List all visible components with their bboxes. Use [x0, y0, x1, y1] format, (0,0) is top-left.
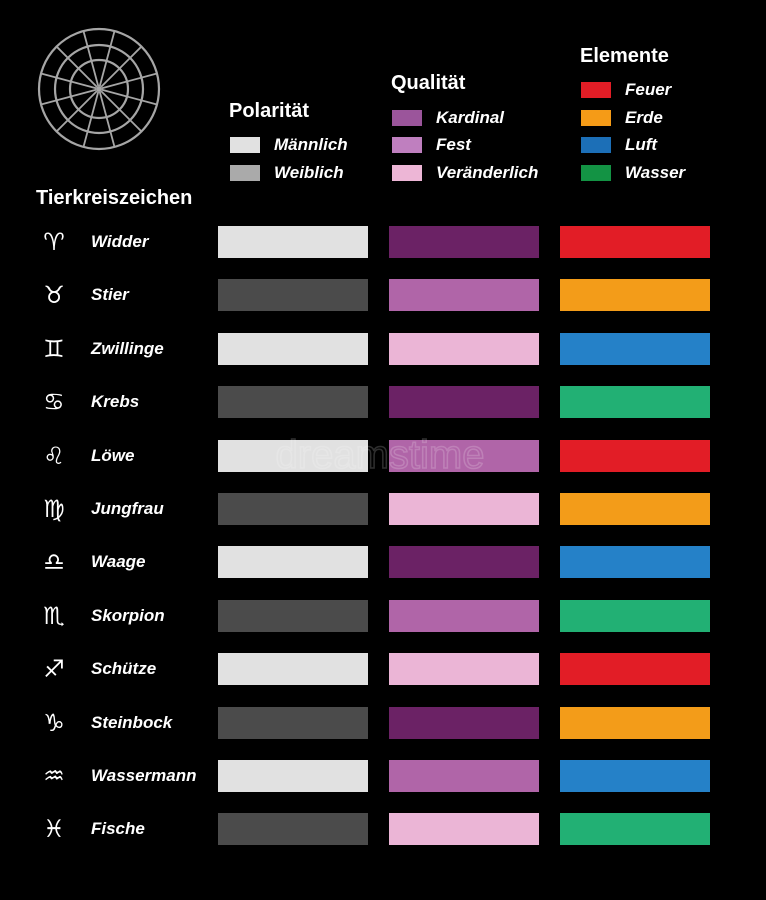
element-bar [560, 279, 710, 311]
polaritaet-bar [218, 653, 368, 685]
virgo-icon: ♍ [43, 495, 65, 523]
qualitaet-heading: Qualität [391, 72, 466, 94]
legend-label: Feuer [625, 80, 672, 99]
qualitaet-bar [389, 600, 539, 632]
sign-row-5 [0, 440, 766, 472]
leo-icon: ♌ [43, 441, 65, 470]
legend-swatch [581, 110, 611, 126]
legend-swatch [581, 165, 611, 181]
gemini-icon: ♊ [43, 334, 65, 363]
polaritaet-bar [218, 386, 368, 418]
legend-swatch [392, 110, 422, 126]
legend-item-feuer [581, 80, 671, 100]
element-bar [560, 546, 710, 578]
legend-item-kardinal [392, 108, 504, 128]
qualitaet-bar [389, 226, 539, 258]
qualitaet-bar [389, 440, 539, 472]
legend-label: Fest [436, 135, 471, 154]
legend-item-luft [581, 135, 657, 155]
sign-row-3 [0, 333, 766, 365]
sign-row-11 [0, 760, 766, 792]
polaritaet-bar [218, 279, 368, 311]
legend-swatch [230, 137, 260, 153]
zodiac-wheel-icon [36, 26, 162, 152]
sign-name: Waage [91, 552, 146, 572]
qualitaet-bar [389, 653, 539, 685]
elemente-heading: Elemente [580, 45, 669, 67]
taurus-icon: ♉ [43, 281, 65, 310]
sign-name: Stier [91, 285, 129, 305]
legend-swatch [392, 165, 422, 181]
legend-label: Wasser [625, 163, 686, 182]
qualitaet-bar [389, 279, 539, 311]
sign-name: Fische [91, 819, 145, 839]
legend-swatch [230, 165, 260, 181]
pisces-icon: ♓ [43, 815, 65, 844]
sign-name: Krebs [91, 392, 140, 412]
qualitaet-bar [389, 333, 539, 365]
sign-row-7 [0, 546, 766, 578]
cancer-icon: ♋ [43, 388, 65, 417]
qualitaet-bar [389, 760, 539, 792]
sign-row-9 [0, 653, 766, 685]
polaritaet-bar [218, 813, 368, 845]
polaritaet-bar [218, 226, 368, 258]
sign-row-6 [0, 493, 766, 525]
element-bar [560, 440, 710, 472]
element-bar [560, 386, 710, 418]
sign-row-2 [0, 279, 766, 311]
sign-name: Steinbock [91, 712, 173, 732]
watermark-text: dreamstime [275, 433, 485, 477]
sign-row-12 [0, 813, 766, 845]
element-bar [560, 707, 710, 739]
legend-label: Luft [625, 135, 658, 154]
scorpio-icon: ♏ [43, 601, 65, 630]
sign-row-8 [0, 600, 766, 632]
qualitaet-bar [389, 707, 539, 739]
qualitaet-bar [389, 493, 539, 525]
capricorn-icon: ♑ [43, 708, 65, 737]
sign-name: Widder [91, 232, 149, 251]
polaritaet-bar [218, 760, 368, 792]
polaritaet-bar [218, 546, 368, 578]
sign-name: Zwillinge [91, 338, 164, 358]
legend-label: Erde [625, 108, 663, 127]
legend-swatch [392, 137, 422, 153]
legend-item-weiblich [230, 163, 344, 183]
legend-swatch [581, 82, 611, 98]
sign-row-1 [0, 226, 766, 258]
legend-item-veraenderlich [392, 163, 538, 183]
legend-item-fest [392, 135, 471, 155]
aries-icon: ♈ [43, 228, 65, 256]
legend-item-wasser [581, 163, 685, 183]
element-bar [560, 226, 710, 258]
sign-row-10 [0, 707, 766, 739]
qualitaet-bar [389, 546, 539, 578]
sagittarius-icon: ♐ [43, 655, 65, 684]
aquarius-icon: ♒ [43, 762, 65, 790]
polaritaet-bar [218, 493, 368, 525]
qualitaet-bar [389, 386, 539, 418]
polaritaet-bar [218, 600, 368, 632]
qualitaet-bar [389, 813, 539, 845]
polaritaet-bar [218, 440, 368, 472]
tierkreiszeichen-heading: Tierkreiszeichen [36, 187, 193, 209]
element-bar [560, 600, 710, 632]
sign-name: Wassermann [91, 766, 197, 785]
element-bar [560, 493, 710, 525]
legend-item-maennlich [230, 135, 348, 155]
sign-name: Löwe [91, 445, 135, 465]
legend-item-erde [581, 108, 663, 128]
legend-label: Kardinal [436, 108, 505, 127]
polaritaet-bar [218, 707, 368, 739]
sign-name: Skorpion [91, 605, 165, 625]
legend-label: Weiblich [274, 163, 344, 182]
legend-swatch [581, 137, 611, 153]
sign-name: Jungfrau [91, 499, 164, 518]
sign-row-4 [0, 386, 766, 418]
libra-icon: ♎ [43, 548, 65, 577]
element-bar [560, 760, 710, 792]
element-bar [560, 333, 710, 365]
element-bar [560, 813, 710, 845]
legend-label: Veränderlich [436, 163, 539, 182]
polaritaet-heading: Polarität [229, 100, 310, 122]
legend-label: Männlich [274, 135, 348, 154]
polaritaet-bar [218, 333, 368, 365]
sign-name: Schütze [91, 659, 157, 679]
element-bar [560, 653, 710, 685]
